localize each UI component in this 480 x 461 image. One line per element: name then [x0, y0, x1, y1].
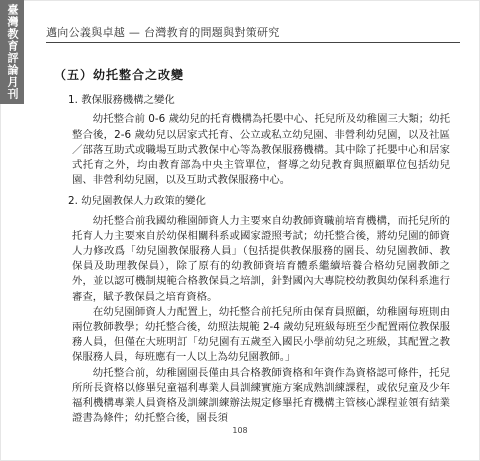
subsection-heading: 1. 教保服務機構之變化 — [68, 94, 175, 107]
page-number: 108 — [232, 426, 248, 435]
subsection-heading: 2. 幼兒園教保人力政策的變化 — [68, 195, 206, 208]
side-chapter-tab — [0, 0, 24, 104]
header-rule — [46, 42, 460, 43]
paragraph: 在幼兒園師資人力配置上，幼托整合前托兒所由保育員照顧，幼稚園每班則由兩位教師教學；幼托整合後，幼照法規範 2-4 歲幼兒班級每班至少配置兩位教保服務人員，但僅在大班明訂「幼兒園有五歲至入國民小學前幼兒之班級，其配置之教保服務人員，每班應有一人以上為幼兒園教師。」 — [72, 305, 450, 364]
paragraph: 幼托整合前我國幼稚園師資人力主要來自幼教師資職前培育機構，而托兒所的托育人力主要來自於幼保相關科系或國家證照考試；幼托整合後，將幼兒園的師資人力修改爲「幼兒園教保服務人員」（包括提供教保服務的園長、幼兒園教師、教保員及助理教保員），除了原有的幼教師資培育體系繼續培養合格幼兒園教師之外，並以認可機制規範合格教保員之培訓，針對國內大專院校幼教與幼保科系進行審查，賦予教保員之培育資格。 — [72, 214, 450, 303]
section-title: （五）幼托整合之改變 — [54, 68, 185, 82]
paragraph: 幼托整合前，幼稚園園長僅由具合格教師資格和年資作為資格認可條件，托兒所所長資格以修畢兒童福利專業人員訓練實施方案成熟訓練課程，或依兒童及少年福利機構專業人員資格及訓練訓練辦法規定修畢托育機構主管核心課程並領有結業證書為條件；幼托整合後，園長須 — [72, 366, 450, 425]
running-header: 邁向公義與卓越 — 台灣教育的問題與對策研究 — [46, 26, 280, 39]
side-tab-label: 臺灣教育評論月刊 — [6, 4, 19, 100]
paragraph: 幼托整合前 0-6 歲幼兒的托育機構為托嬰中心、托兒所及幼稚園三大類；幼托整合後，2-6 歲幼兒以居家式托育、公立或私立幼兒園、非營利幼兒園，以及社區／部落互助式或職場互助式教保中心等為教保服務機構。其中除了托嬰中心和居家式托育之外，均由教育部為中央主管單位，督導之幼兒教育與照顧單位包括幼兒園、非營利幼兒園，以及互助式教保服務中心。 — [72, 113, 450, 187]
document-body — [54, 56, 450, 426]
